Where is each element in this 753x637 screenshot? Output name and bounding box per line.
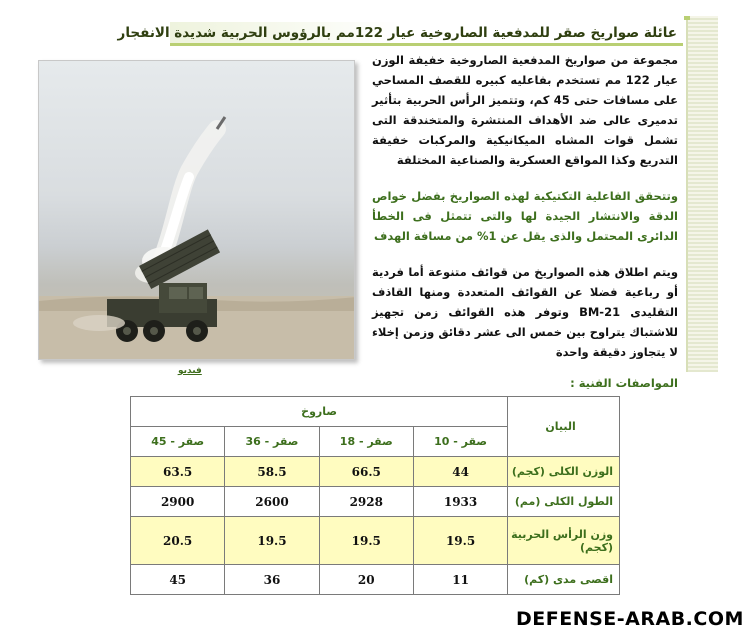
table-cell: 1933 bbox=[413, 487, 507, 517]
column-group-header: صاروخ bbox=[131, 397, 508, 427]
table-cell: 2600 bbox=[225, 487, 319, 517]
table-cell: 19.5 bbox=[225, 517, 319, 565]
site-watermark: DEFENSE-ARAB.COM bbox=[516, 608, 744, 630]
table-cell: 66.5 bbox=[319, 457, 413, 487]
table-cell: 2928 bbox=[319, 487, 413, 517]
row-label: وزن الرأس الحربية (كجم) bbox=[508, 517, 620, 565]
launcher-paragraph: ويتم اطلاق هذه الصواريخ من قوائف متنوعة أما فردية أو رباعية فضلا عن القوائف المتعددة ومنها القاذف التقليدى BM-21 وتوفر هذه القوائف زمن تجهيز للاشتباك يتراوح بين خمس الى عشر دقائق وزمن إخلاء لا يتجاوز دقيقة واحدة bbox=[372, 265, 678, 359]
row-label: الوزن الكلى (كجم) bbox=[508, 457, 620, 487]
table-row bbox=[131, 487, 620, 517]
table-cell: 44 bbox=[413, 457, 507, 487]
table-cell: 2900 bbox=[131, 487, 225, 517]
intro-paragraph: مجموعة من صواريخ المدفعية الصاروخية خفيفة الوزن عيار 122 مم تستخدم بفاعليه كبيره للقصف المساحي على مسافات حتى 45 كم، وتتميز الرأس الحربية بتأثير تدميرى عالى ضد الأهداف المنتشرة والمتخندقة التى تشمل قوات المشاه الميكانيكية والمركبات خفيفة التدريع وكذا المواقع العسكرية والصناعية المختلفة bbox=[372, 53, 678, 167]
table-row bbox=[131, 457, 620, 487]
table-cell: 20 bbox=[319, 565, 413, 595]
table-cell: 45 bbox=[131, 565, 225, 595]
table-cell: 36 bbox=[225, 565, 319, 595]
page-title-bar bbox=[117, 22, 683, 46]
table-cell: 63.5 bbox=[131, 457, 225, 487]
table-cell: 19.5 bbox=[413, 517, 507, 565]
accuracy-paragraph: وتتحقق الفاعلية التكتيكية لهذه الصواريخ بفضل خواص الدقة والانتشار الجيدة لها والتى تتمثل فى الخطأ الدائرى المحتمل والذى يقل عن 1% من مسافة الهدف bbox=[372, 189, 678, 243]
column-header-label: البيان bbox=[508, 397, 620, 457]
variant-header: صقر - 36 bbox=[225, 427, 319, 457]
table-row bbox=[131, 565, 620, 595]
variant-header: صقر - 45 bbox=[131, 427, 225, 457]
rocket-launch-photo bbox=[38, 60, 355, 360]
decorative-side-bar bbox=[686, 16, 718, 372]
table-cell: 19.5 bbox=[319, 517, 413, 565]
row-label: اقصى مدى (كم) bbox=[508, 565, 620, 595]
page-title: عائلة صواريخ صقر للمدفعية الصاروخية عيار 122مم بالرؤوس الحربية شديدة الانفجار bbox=[117, 24, 677, 41]
table-row bbox=[131, 517, 620, 565]
table-cell: 58.5 bbox=[225, 457, 319, 487]
variant-header: صقر - 18 bbox=[319, 427, 413, 457]
row-label: الطول الكلى (مم) bbox=[508, 487, 620, 517]
table-cell: 20.5 bbox=[131, 517, 225, 565]
specs-heading: المواصفات الفنية : bbox=[570, 376, 678, 390]
rocket-launch-illustration bbox=[39, 61, 355, 360]
specs-table bbox=[130, 396, 620, 595]
variant-header: صقر - 10 bbox=[413, 427, 507, 457]
table-cell: 11 bbox=[413, 565, 507, 595]
video-link[interactable]: فيديو bbox=[178, 366, 202, 376]
